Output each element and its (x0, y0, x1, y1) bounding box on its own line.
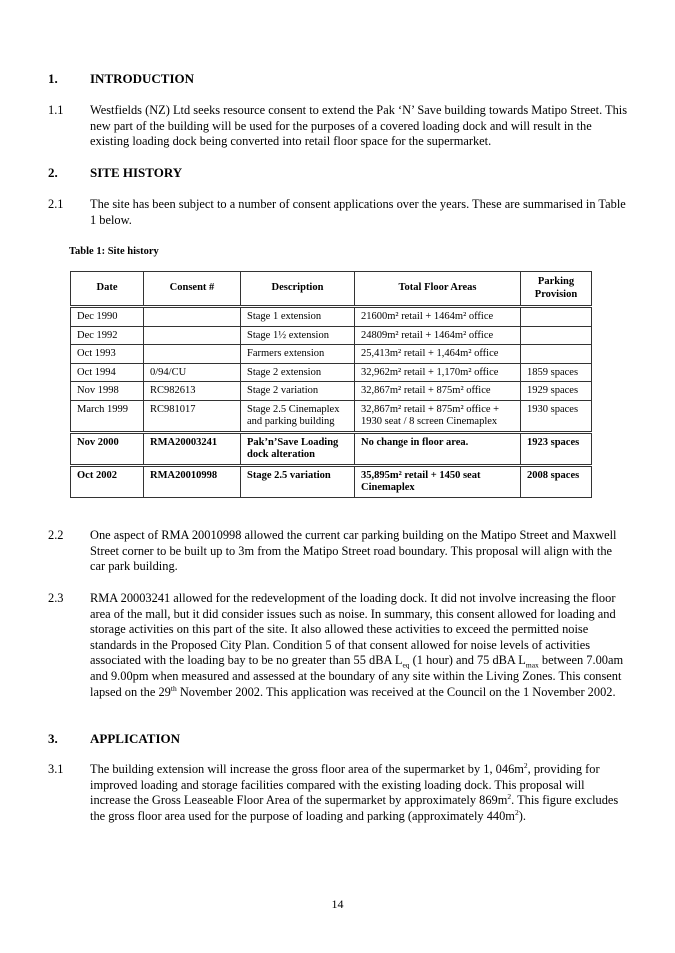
cell-description: Stage 2 variation (241, 382, 355, 401)
cell-description: Stage 2.5 variation (241, 465, 355, 497)
cell-date: Oct 1993 (71, 345, 144, 364)
cell-consent (144, 307, 241, 327)
paragraph-text (90, 762, 628, 824)
paragraph-2-2 (48, 528, 628, 575)
cell-date: March 1999 (71, 400, 144, 432)
paragraph-number: 2.2 (48, 528, 64, 542)
cell-description: Stage 1½ extension (241, 326, 355, 345)
cell-consent: RMA20010998 (144, 465, 241, 497)
table-caption: Table 1: Site history (69, 246, 159, 257)
section-title: INTRODUCTION (90, 71, 195, 86)
superscript-2: 2 (514, 807, 519, 817)
paragraph-number: 3.1 (48, 762, 64, 776)
table-row (71, 307, 592, 327)
cell-description: Pak’n’Save Loading dock alteration (241, 432, 355, 465)
paragraph-number: 1.1 (48, 103, 64, 117)
cell-consent (144, 345, 241, 364)
table-row (71, 465, 592, 497)
cell-description: Farmers extension (241, 345, 355, 364)
cell-date: Dec 1992 (71, 326, 144, 345)
header-date: Date (71, 272, 144, 307)
paragraph-2-1 (48, 197, 628, 228)
paragraph-2-3 (48, 591, 628, 700)
cell-parking: 2008 spaces (521, 465, 592, 497)
subscript-max: max (525, 660, 539, 670)
paragraph-number: 2.1 (48, 197, 64, 211)
text-run: between 7.00am and 9.00pm when measured and assessed at the boundary of any site within the Living Zones. This consent lapsed on the 29 (90, 653, 624, 699)
cell-parking (521, 326, 592, 345)
cell-parking: 1929 spaces (521, 382, 592, 401)
section-heading-introduction (48, 71, 194, 87)
cell-date: Dec 1990 (71, 307, 144, 327)
text-run: The building extension will increase the gross floor area of the supermarket by 1, 046m (90, 762, 524, 776)
section-heading-site-history (48, 165, 182, 181)
cell-description: Stage 2.5 Cinemaplex and parking building (241, 400, 355, 432)
text-run: (1 hour) and 75 dBA L (409, 653, 526, 668)
paragraph-3-1 (48, 762, 628, 824)
cell-floor-areas: 24809m² retail + 1464m² office (355, 326, 521, 345)
cell-date: Nov 1998 (71, 382, 144, 401)
section-number: 2. (48, 165, 58, 180)
cell-consent (144, 326, 241, 345)
text-run: RMA 20003241 allowed for the redevelopment of the loading dock. It did not involve increasing the floor area of the mall, but it did consider issues such as noise. In summary, this consent allowed for loading and storage activities on this part of the site. It also allowed these activities to exceed the permitted noise standards in the Proposed City Plan. Condition 5 of that consent allowed for noise levels of activities associated with the loading bay to be no greater than 55 dBA L (90, 591, 616, 668)
table-row (71, 363, 592, 382)
page-number: 14 (331, 897, 344, 911)
table-header-row (71, 272, 592, 307)
cell-consent: 0/94/CU (144, 363, 241, 382)
section-heading-application (48, 731, 180, 747)
cell-parking (521, 307, 592, 327)
cell-parking: 1923 spaces (521, 432, 592, 465)
section-number: 1. (48, 71, 58, 86)
cell-date: Oct 2002 (71, 465, 144, 497)
cell-description: Stage 1 extension (241, 307, 355, 327)
header-consent: Consent # (144, 272, 241, 307)
section-number: 3. (48, 731, 58, 746)
cell-floor-areas: 21600m² retail + 1464m² office (355, 307, 521, 327)
paragraph-text (90, 591, 628, 700)
section-title: SITE HISTORY (90, 165, 183, 180)
paragraph-number: 2.3 (48, 591, 64, 605)
text-run: . This figure excludes the gross floor area used for the purpose of loading and parking (approximately 440m (90, 793, 619, 823)
site-history-table (70, 271, 592, 498)
cell-floor-areas: 32,867m² retail + 875m² office + 1930 seat / 8 screen Cinemaplex (355, 400, 521, 432)
subscript-eq: eq (402, 660, 410, 670)
cell-parking: 1930 spaces (521, 400, 592, 432)
table-row (71, 382, 592, 401)
paragraph-text: One aspect of RMA 20010998 allowed the current car parking building on the Matipo Street and Maxwell Street corner to be built up to 3m from the Matipo Street road boundary. This proposal will align with the car park building. (90, 528, 617, 574)
cell-floor-areas: 25,413m² retail + 1,464m² office (355, 345, 521, 364)
cell-parking (521, 345, 592, 364)
text-run: , providing for improved loading and storage facilities compared with the existing loading dock. This proposal will increase the Gross Leaseable Floor Area of the supermarket by approximately 869m (90, 762, 600, 808)
cell-consent: RC982613 (144, 382, 241, 401)
cell-floor-areas: No change in floor area. (355, 432, 521, 465)
cell-floor-areas: 32,962m² retail + 1,170m² office (355, 363, 521, 382)
superscript-2: 2 (507, 792, 512, 802)
header-total-floor-areas: Total Floor Areas (355, 272, 521, 307)
paragraph-text: Westfields (NZ) Ltd seeks resource consent to extend the Pak ‘N’ Save building towards Matipo Street. This new part of the building will be used for the purposes of a covered loading dock and will result in the existing loading dock being converted into retail floor space for the supermarket. (90, 103, 628, 149)
cell-consent: RMA20003241 (144, 432, 241, 465)
table-row (71, 326, 592, 345)
cell-floor-areas: 35,895m² retail + 1450 seat Cinemaplex (355, 465, 521, 497)
cell-floor-areas: 32,867m² retail + 875m² office (355, 382, 521, 401)
superscript-th: th (170, 683, 177, 693)
text-run: ). (518, 808, 526, 823)
cell-parking: 1859 spaces (521, 363, 592, 382)
header-parking-provision: Parking Provision (521, 272, 592, 307)
cell-description: Stage 2 extension (241, 363, 355, 382)
cell-date: Nov 2000 (71, 432, 144, 465)
table-row (71, 345, 592, 364)
cell-consent: RC981017 (144, 400, 241, 432)
superscript-2: 2 (523, 760, 528, 770)
section-title: APPLICATION (90, 731, 181, 746)
cell-date: Oct 1994 (71, 363, 144, 382)
header-description: Description (241, 272, 355, 307)
paragraph-text: The site has been subject to a number of consent applications over the years. These are summarised in Table 1 below. (90, 197, 626, 227)
table-row (71, 432, 592, 465)
text-run: November 2002. This application was received at the Council on the 1 November 2002. (176, 684, 616, 699)
table-row (71, 400, 592, 432)
paragraph-1-1 (48, 103, 628, 150)
